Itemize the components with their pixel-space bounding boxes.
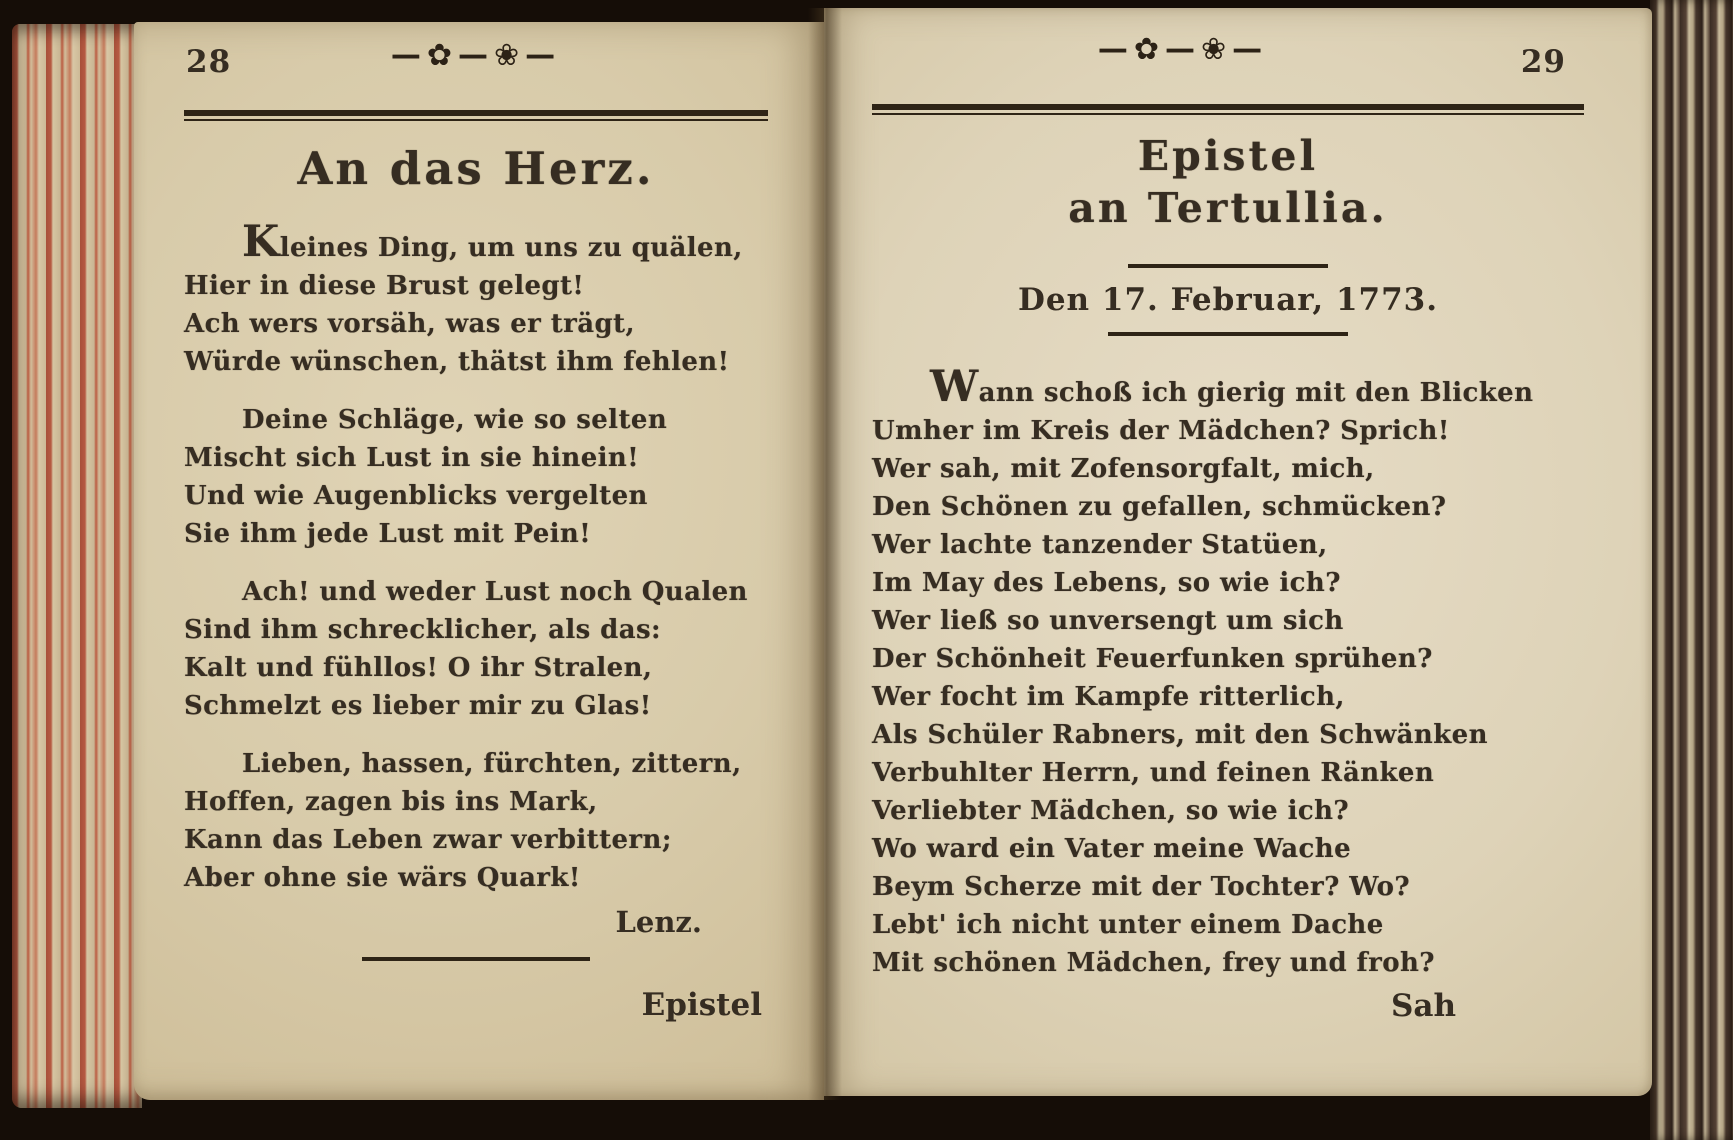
stanza-4 (184, 745, 768, 897)
header-double-rule (184, 110, 768, 122)
poem-line: Sind ihm schrecklicher, als das: (184, 615, 662, 645)
poem-line: Wer ließ so unversengt um sich (872, 606, 1344, 636)
poem-line: Mischt sich Lust in sie hinein! (184, 443, 640, 473)
poem-line: Ach! und weder Lust noch Qualen (242, 577, 748, 607)
poem-line: Umher im Kreis der Mädchen? Sprich! (872, 416, 1450, 446)
stanza-1 (184, 217, 768, 381)
poem-right (872, 362, 1584, 982)
poem-line: Wer lachte tanzender Statüen, (872, 530, 1328, 560)
poem-line: Kalt und fühllos! O ihr Stralen, (184, 653, 653, 683)
poem-line: Den Schönen zu gefallen, schmücken? (872, 492, 1447, 522)
poem-line: Mit schönen Mädchen, frey und froh? (872, 948, 1435, 978)
page-number-left: 28 (186, 44, 232, 80)
poem-line: Im May des Lebens, so wie ich? (872, 568, 1341, 598)
poem-line: Deine Schläge, wie so selten (242, 405, 668, 435)
page-right (824, 8, 1652, 1096)
poem-line: Sie ihm jede Lust mit Pein! (184, 519, 592, 549)
poem-line: Hoffen, zagen bis ins Mark, (184, 787, 598, 817)
poem-line: Wo ward ein Vater meine Wache (872, 834, 1352, 864)
stanza-3 (184, 573, 768, 725)
poem-line: Aber ohne sie wärs Quark! (184, 863, 581, 893)
poem-line: Würde wünschen, thätst ihm fehlen! (184, 347, 730, 377)
poem-line: Der Schönheit Feuerfunken sprühen? (872, 644, 1433, 674)
catchword-left: Epistel (641, 987, 762, 1023)
poem-line: Als Schüler Rabners, mit den Schwänken (872, 720, 1488, 750)
poem-line: Hier in diese Brust gelegt! (184, 271, 585, 301)
author-signature: Lenz. (615, 905, 702, 939)
poem-line: Kann das Leben zwar verbittern; (184, 825, 672, 855)
poem-line: Kleines Ding, um uns zu quälen, (242, 217, 743, 267)
title-line-1: Epistel (1137, 132, 1319, 180)
poem-line: Schmelzt es lieber mir zu Glas! (184, 691, 652, 721)
poem-line: Verbuhlter Herrn, und feinen Ränken (872, 758, 1435, 788)
end-rule (362, 957, 590, 961)
poem-line: Ach wers vorsäh, was er trägt, (184, 309, 635, 339)
right-page-edges (1650, 0, 1733, 1140)
poem-title-left: An das Herz. (297, 142, 655, 195)
date-line: Den 17. Februar, 1773. (1017, 282, 1439, 318)
date-rule-bottom (1108, 332, 1348, 336)
header-double-rule (872, 104, 1584, 116)
poem-line: Verliebter Mädchen, so wie ich? (872, 796, 1350, 826)
page-left (134, 22, 824, 1100)
stanza-2 (184, 401, 768, 553)
poem-line: Wer sah, mit Zofensorgfalt, mich, (872, 454, 1375, 484)
title-line-2: an Tertullia. (1068, 184, 1388, 232)
catchword-right: Sah (1390, 988, 1456, 1024)
floral-ornament-icon: —✿—❀— (390, 38, 562, 73)
date-rule-top (1128, 264, 1328, 268)
poem-line: Lebt' ich nicht unter einem Dache (872, 910, 1384, 940)
poem-line: Wann schoß ich gierig mit den Blicken (930, 362, 1534, 412)
poem-line: Lieben, hassen, fürchten, zittern, (242, 749, 742, 779)
poem-line: Beym Scherze mit der Tochter? Wo? (872, 872, 1411, 902)
poem-left (184, 217, 768, 897)
floral-ornament-icon: —✿—❀— (1097, 32, 1269, 67)
page-left-header (184, 36, 768, 102)
poem-line: Wer focht im Kampfe ritterlich, (872, 682, 1345, 712)
page-number-right: 29 (1520, 44, 1566, 80)
page-right-header (872, 30, 1584, 96)
poem-title-right (872, 130, 1584, 234)
left-page-edges (12, 24, 142, 1108)
poem-line: Und wie Augenblicks vergelten (184, 481, 648, 511)
